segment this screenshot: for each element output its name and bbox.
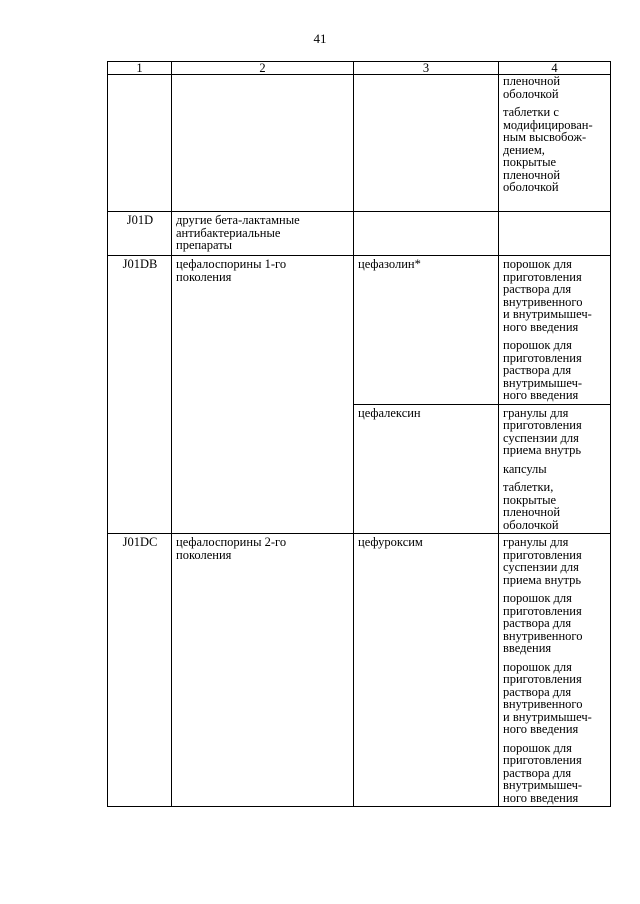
dosage-forms-cell (499, 534, 611, 807)
dosage-forms-cell (499, 212, 611, 256)
dosage-forms-cell (499, 404, 611, 534)
atc-code-cell: J01DB (108, 256, 172, 534)
drug-cell (354, 212, 499, 256)
dosage-form: гранулы для приготовления суспензии для приема внутрь (503, 405, 582, 457)
atc-code-cell: J01D (108, 212, 172, 256)
drug-cell: цефуроксим (354, 534, 499, 807)
column-header-4: 4 (499, 62, 611, 75)
dosage-form: порошок для приготовления раствора для внутривенного и внутримышеч- ного введения (503, 257, 592, 334)
dosage-form: порошок для приготовления раствора для внутривенного и внутримышеч- ного введения (503, 659, 592, 736)
table-row (108, 75, 611, 212)
column-header-3: 3 (354, 62, 499, 75)
dosage-form: порошок для приготовления раствора для внутривенного введения (503, 591, 583, 655)
column-header-2: 2 (172, 62, 354, 75)
dosage-forms-cell (499, 75, 611, 212)
dosage-form: капсулы (503, 461, 547, 476)
page-number: 41 (313, 31, 327, 46)
drug-cell: цефазолин* (354, 256, 499, 405)
table-header-row (108, 62, 611, 75)
dosage-form: таблетки, покрытые пленочной оболочкой (503, 480, 561, 532)
group-cell (172, 75, 354, 212)
table-row (108, 534, 611, 807)
dosage-form: порошок для приготовления раствора для внутримышеч- ного введения (503, 338, 583, 402)
group-cell: цефалоспорины 2-го поколения (172, 534, 354, 807)
dosage-form: гранулы для приготовления суспензии для приема внутрь (503, 535, 582, 587)
dosage-form: таблетки с модифицирован- ным высвобож- дением, покрытые пленочной оболочкой (503, 105, 593, 194)
drug-cell (354, 75, 499, 212)
dosage-form: порошок для приготовления раствора для внутримышеч- ного введения (503, 740, 583, 805)
drug-cell: цефалексин (354, 404, 499, 534)
column-header-1: 1 (108, 62, 172, 75)
group-cell: другие бета-лактамные антибактериальные препараты (172, 212, 354, 256)
atc-code-cell (108, 75, 172, 212)
table-row (108, 212, 611, 256)
dosage-forms-cell (499, 256, 611, 405)
table-row (108, 256, 611, 405)
atc-code-cell: J01DC (108, 534, 172, 807)
drug-table (107, 61, 611, 807)
group-cell: цефалоспорины 1-го поколения (172, 256, 354, 534)
dosage-form: пленочной оболочкой (503, 74, 561, 101)
